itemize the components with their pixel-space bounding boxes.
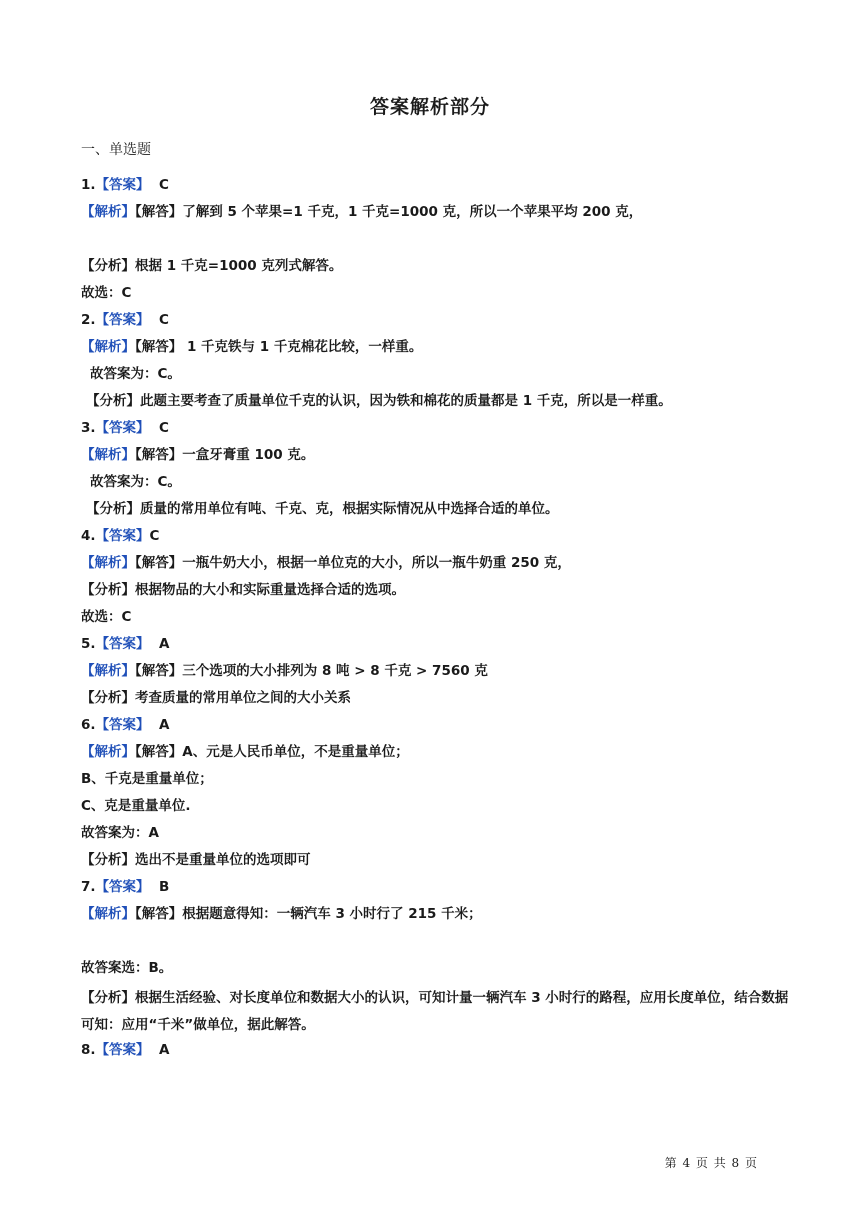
question-2-answer-line <box>81 310 790 330</box>
question-4-answer-line <box>81 526 790 546</box>
solution-text: 【解答】一盒牙膏重 100 克。 <box>135 447 315 463</box>
answer-value: C <box>158 420 169 436</box>
answer-value: C <box>158 312 169 328</box>
question-6-result: 故答案为：A <box>81 825 159 841</box>
question-5-analysis: 【分析】考查质量的常用单位之间的大小关系 <box>81 690 351 706</box>
explanation-tag: 【解析】 <box>81 906 135 922</box>
solution-text: 【解答】 1 千克铁与 1 千克棉花比较，一样重。 <box>135 339 423 355</box>
question-number: 1. <box>81 177 96 193</box>
answer-value: A <box>158 717 170 733</box>
question-4-explanation <box>81 553 790 573</box>
answer-tag: 【答案】 <box>95 420 150 436</box>
solution-text: 【解答】一瓶牛奶大小，根据一单位克的大小，所以一瓶牛奶重 250 克， <box>135 555 571 571</box>
question-3-explanation <box>81 445 790 465</box>
section-heading: 一、单选题 <box>81 142 151 158</box>
question-number: 2. <box>81 312 96 328</box>
explanation-tag: 【解析】 <box>81 339 135 355</box>
question-4-analysis: 【分析】根据物品的大小和实际重量选择合适的选项。 <box>81 582 405 598</box>
answer-tag: 【答案】 <box>95 1042 150 1058</box>
question-2-explanation <box>81 337 790 357</box>
question-6-explanation <box>81 742 790 762</box>
answer-value: C <box>149 528 160 544</box>
question-7-result: 故答案选：B。 <box>81 960 173 976</box>
question-6-option-c: C、克是重量单位. <box>81 798 191 814</box>
explanation-tag: 【解析】 <box>81 555 135 571</box>
question-number: 5. <box>81 636 96 652</box>
question-1-analysis: 【分析】根据 1 千克=1000 克列式解答。 <box>81 258 343 274</box>
question-8-answer-line <box>81 1040 790 1060</box>
question-5-explanation <box>81 661 790 681</box>
question-number: 3. <box>81 420 96 436</box>
explanation-tag: 【解析】 <box>81 447 135 463</box>
answer-value: A <box>158 1042 170 1058</box>
page-title: 答案解析部分 <box>369 96 490 118</box>
question-3-analysis: 【分析】质量的常用单位有吨、千克、克，根据实际情况从中选择合适的单位。 <box>86 501 559 517</box>
question-6-analysis: 【分析】选出不是重量单位的选项即可 <box>81 852 311 868</box>
answer-value: A <box>158 636 170 652</box>
question-number: 7. <box>81 879 96 895</box>
explanation-tag: 【解析】 <box>81 744 135 760</box>
question-3-answer-line <box>81 418 790 438</box>
question-number: 4. <box>81 528 96 544</box>
question-3-result: 故答案为：C。 <box>90 474 181 490</box>
question-6-option-b: B、千克是重量单位； <box>81 771 213 787</box>
question-5-answer-line <box>81 634 790 654</box>
answer-value: C <box>158 177 169 193</box>
answer-value: B <box>158 879 170 895</box>
solution-text: 【解答】了解到 5 个苹果=1 千克，1 千克=1000 克，所以一个苹果平均 200 克， <box>135 204 643 220</box>
question-1-choice: 故选：C <box>81 285 132 301</box>
question-7-analysis: 【分析】根据生活经验、对长度单位和数据大小的认识，可知计量一辆汽车 3 小时行的路程，应用长度单位，结合数据可知：应用“千米”做单位，据此解答。 <box>81 990 789 1033</box>
question-2-result: 故答案为：C。 <box>90 366 181 382</box>
solution-text: 【解答】三个选项的大小排列为 8 吨 > 8 千克 > 7560 克 <box>135 663 488 679</box>
answer-tag: 【答案】 <box>95 879 150 895</box>
question-1-explanation <box>81 202 790 222</box>
question-6-answer-line <box>81 715 790 735</box>
answer-tag: 【答案】 <box>95 717 150 733</box>
answer-tag: 【答案】 <box>95 312 150 328</box>
solution-text: 【解答】根据题意得知：一辆汽车 3 小时行了 215 千米； <box>135 906 482 922</box>
question-7-explanation <box>81 904 790 924</box>
explanation-tag: 【解析】 <box>81 204 135 220</box>
answer-tag: 【答案】 <box>95 636 150 652</box>
question-1-answer-line <box>81 175 790 195</box>
answer-tag: 【答案】 <box>95 528 150 544</box>
question-7-answer-line <box>81 877 790 897</box>
question-number: 8. <box>81 1042 96 1058</box>
explanation-tag: 【解析】 <box>81 663 135 679</box>
question-2-analysis: 【分析】此题主要考查了质量单位千克的认识，因为铁和棉花的质量都是 1 千克，所以是一样重。 <box>86 393 672 409</box>
solution-text: 【解答】A、元是人民币单位，不是重量单位； <box>135 744 409 760</box>
question-number: 6. <box>81 717 96 733</box>
question-4-choice: 故选：C <box>81 609 132 625</box>
answer-tag: 【答案】 <box>95 177 150 193</box>
page-footer: 第 4 页 共 8 页 <box>664 1156 758 1170</box>
